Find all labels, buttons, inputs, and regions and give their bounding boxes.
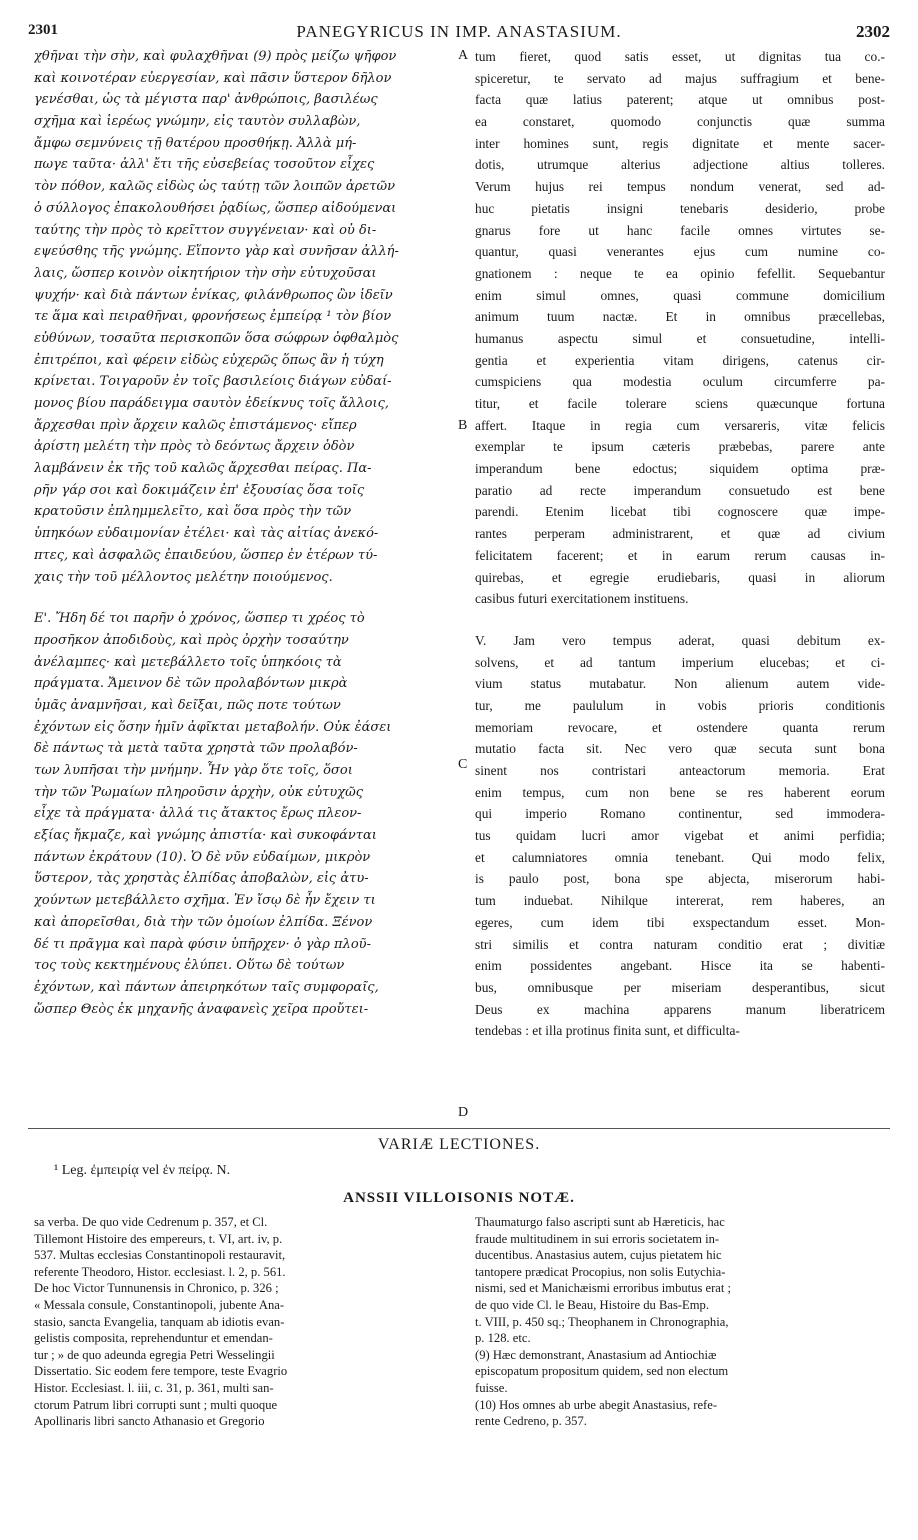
note-line: « Messala consule, Constantinopoli, jubente Ana-	[34, 1297, 285, 1312]
variae-lectiones-note: ¹ Leg. ἐμπειρίᾳ vel ἐν πείρᾳ. N.	[54, 1163, 231, 1178]
note-line: fuisse.	[475, 1380, 508, 1395]
greek-text-line: ὑμᾶς ἀναμνῆσαι, καὶ δεῖξαι, πῶς ποτε τούτων	[34, 697, 341, 713]
greek-text-column	[34, 46, 454, 1020]
note-line: ctorum Patrum libri corrupti sunt ; multi quoque	[34, 1397, 278, 1412]
greek-text-line: χαις τὴν τοῦ μέλλοντος μελέτην ποιούμενος.	[34, 569, 333, 585]
latin-text-line: rantes perperam administrarent, et quæ ad civium	[475, 526, 885, 542]
latin-text-line: vium status mutabatur. Non alienum autem vide-	[475, 676, 885, 692]
greek-text-line: πτες, καὶ ἀσφαλῶς ἐπαιδεύου, ὥσπερ ἐν ἑτέρων τύ-	[34, 547, 378, 563]
greek-text-line: προσῆκον ἀποδιδοὺς, καὶ πρὸς ὀρχὴν τοσαύτην	[34, 632, 349, 648]
latin-text-column	[475, 46, 885, 1042]
greek-text-line: εἶχε τὰ πράγματα· ἀλλά τις ἄτακτος ἔρως πλεον-	[34, 806, 362, 822]
greek-text-line: εψεύσθης τῆς γνώμης. Εἵποντο γὰρ καὶ συνῆσαν ἀλλή-	[34, 244, 399, 260]
greek-text-line: πράγματα. Ἄμεινον δὲ τῶν προλαβόντων μικρὰ	[34, 676, 348, 692]
latin-text-line: Deus ex machina apparens manum liberatricem	[475, 1001, 885, 1017]
greek-text-line: πάντων ἐκράτουν (10). Ὁ δὲ νῦν εὐδαίμων, μικρὸν	[34, 849, 371, 865]
latin-text-line: is paulo post, bona spe abjecta, miserorum habi-	[475, 871, 885, 887]
latin-text-line: et calumniatores omnia tenebant. Qui modo felix,	[475, 849, 885, 865]
note-line: tantopere prædicat Procopius, non solis Eutychia-	[475, 1264, 726, 1279]
note-line: t. VIII, p. 450 sq.; Theophanem in Chronographia,	[475, 1314, 729, 1329]
greek-text-line: ὕστερον, τὰς χρηστὰς ἐλπίδας ἀποβαλὼν, εἰς ἀτυ-	[34, 871, 369, 887]
greek-text-line: τε ἅμα καὶ πειραθῆναι, φρονήσεως ἐμπείρᾳ ¹ τὸν βίον	[34, 309, 392, 325]
latin-text-line: ea constaret, quomodo conjunctis quæ summa	[475, 114, 885, 130]
note-line: (9) Hæc demonstrant, Anastasium ad Antiochiæ	[475, 1347, 717, 1362]
greek-text-line: εξίας ἤκμαζε, καὶ γνώμης ἀπιστία· καὶ συκοφάνται	[34, 828, 377, 844]
latin-text-line: felicitatem facerent; et in earum rerum causas in-	[475, 547, 885, 563]
latin-text-line: cumspiciens qua modestia oculum circumferre pa-	[475, 374, 885, 390]
greek-text-line: ἄρχεσθαι πρὶν ἄρχειν καλῶς ἐπιστάμενος· εἴπερ	[34, 417, 357, 433]
greek-text-line: ἀρίστη μελέτη τὴν πρὸς τὸ δεόντως ἄρχειν ὁδὸν	[34, 439, 355, 455]
note-line: fraude multitudinem in sui erroris societatem in-	[475, 1231, 720, 1246]
greek-text-line: τὴν τῶν Ῥωμαίων πληροῦσιν ἀρχὴν, οὐκ εὐτυχῶς	[34, 784, 363, 800]
margin-marker-b: B	[458, 418, 468, 433]
latin-text-line: huc pietatis insigni tenebaris desiderio, probe	[475, 200, 885, 216]
running-title: PANEGYRICUS IN IMP. ANASTASIUM.	[296, 22, 622, 41]
note-line: Dissertatio. Sic eodem fere tempore, teste Evagrio	[34, 1364, 288, 1379]
latin-text-line: paratio ad recte imperandum consuetudo est bene	[475, 482, 885, 498]
greek-text-line: ὑπηκόων εὐδαιμονίαν ἐτέλει· καὶ τὰς αἰτίας ἀνεκό-	[34, 526, 379, 542]
latin-text-line: tum fieret, quod satis esset, ut dignitas tua co.-	[475, 49, 885, 64]
greek-text-line: κρίνεται. Τοιγαροῦν ἐν τοῖς βασιλείοις διάγων εὐδαί-	[34, 374, 392, 390]
margin-marker-a: A	[458, 48, 469, 63]
latin-text-line: qui imperio Romano continentur, sed immodera-	[475, 806, 885, 822]
latin-text-line: enim simul omnes, quasi commune domicilium	[475, 287, 885, 303]
note-line: Thaumaturgo falso ascripti sunt ab Hæreticis, hac	[475, 1215, 725, 1229]
greek-text-line: ἄμφω σεμνύνεις τῇ θατέρου προσθήκῃ. Ἀλλὰ μή-	[34, 135, 357, 151]
greek-text-line: ἐχόντων εἰς ὅσην ἡμῖν ἀφῖκται μεταβολήν. Οὐκ ἐάσει	[34, 719, 392, 735]
divider-rule	[28, 1128, 890, 1129]
latin-text-line: tendebas : et illa protinus finita sunt, et difficulta-	[475, 1023, 740, 1039]
latin-text-line: spiceretur, te servato ad majus suffragium et bene-	[475, 70, 885, 86]
page-header	[28, 14, 890, 46]
greek-text-line: δέ τι πρᾶγμα καὶ παρὰ φύσιν ὑπῆρχεν· ὁ γὰρ πλοῦ-	[34, 936, 371, 952]
page-number-left: 2301	[28, 22, 58, 38]
latin-text-line: gnationem : neque te ea opinio fefellit. Sequebantur	[475, 265, 885, 281]
note-line: rente Cedreno, p. 357.	[475, 1414, 587, 1429]
latin-text-line: memoriam revocare, et ostendere quanta rerum	[475, 719, 885, 735]
note-line: gelistis composita, reprehenduntur et emendan-	[34, 1331, 273, 1346]
greek-text-line: τος τοὺς κεκτημένους ἐλύπει. Οὕτω δὲ τούτων	[34, 958, 345, 974]
variae-lectiones-title: VARIÆ LECTIONES.	[377, 1136, 541, 1153]
greek-text-line: των λυπῆσαι τὴν μνήμην. Ἦν γὰρ ὅτε τοῖς, ὅσοι	[34, 763, 353, 778]
greek-text-line: δὲ πάντως τὰ μετὰ ταῦτα χρηστὰ τῶν προλαβόν-	[34, 741, 358, 757]
latin-text-line: gentia et experientia vitam dirigens, catenus cir-	[475, 352, 885, 368]
latin-text-line: Verum hujus rei tempus nondum venerat, sed ad-	[475, 179, 885, 195]
greek-text-line: σχῆμα καὶ ἱερέως γνώμην, εἰς ταυτὸν συλλαβὼν,	[34, 114, 361, 130]
note-line: sa verba. De quo vide Cedrenum p. 357, et Cl.	[34, 1215, 268, 1229]
latin-text-line: inter homines sunt, regis dignitate et mente sacer-	[475, 135, 885, 151]
greek-text-line: ψυχήν· καὶ διὰ πάντων ἐνίκας, φιλάνθρωπος ὢν ἰδεῖν	[34, 287, 393, 303]
latin-text-line: imperandum bene edoctus; siquidem optima præ-	[475, 461, 885, 477]
greek-text-line: Ε'. Ἤδη δέ τοι παρῆν ὁ χρόνος, ὥσπερ τι χρέος τὸ	[34, 611, 365, 627]
greek-text-line: γενέσθαι, ὡς τὰ μέγιστα παρ' ἀνθρώποις, βασιλέως	[34, 92, 378, 108]
greek-text-line: ὁ σύλλογος ἐπακολουθήσει ῥᾳδίως, ὥσπερ αἰδούμεναι	[34, 200, 397, 216]
notes-right-column	[475, 1214, 885, 1430]
latin-text-line: titur, et facile tolerare sciens quæcunque fortuna	[475, 396, 885, 411]
greek-text-line: χούντων μετεβάλλετο σχῆμα. Ἐν ἴσῳ δὲ ἦν ἔχειν τι	[34, 893, 376, 909]
notes-left-column	[34, 1214, 454, 1430]
latin-text-line: stri similis et contra naturam conditio erat ; divitiæ	[475, 936, 885, 952]
page-number-right: 2302	[856, 22, 890, 41]
note-line: Apollinaris libri sancto Athanasio et Gregorio	[34, 1414, 265, 1429]
note-line: referente Theodoro, Histor. ecclesiast. l. 2, p. 561.	[34, 1264, 286, 1279]
greek-text-line: ἐχόντων, καὶ πάντων ἀπειρηκότων ταῖς συμφοραῖς,	[34, 979, 379, 995]
greek-text-line: ταύτης τὴν πρὸς τὸ κρεῖττον συγγένειαν· καὶ οὐ δι-	[34, 222, 377, 238]
greek-text-line: λαις, ὥσπερ κοινὸν οἰκητήριον τὴν σὴν εὐτυχοῦσαι	[34, 265, 377, 281]
note-line: ducentibus. Anastasius autem, cujus pietatem hic	[475, 1248, 722, 1263]
margin-marker-d: D	[458, 1105, 469, 1120]
latin-text-line: enim tempus, cum non bene se res haberent eorum	[475, 784, 885, 800]
latin-text-line: tur, me paululum in vobis prioris conditionis	[475, 697, 885, 713]
greek-text-line: τὸν πόθον, καλῶς εἰδὼς ὡς ταύτῃ τῶν λοιπῶν ἀρετῶν	[34, 179, 395, 195]
greek-text-line: καὶ κοινοτέραν εὐεργεσίαν, καὶ πᾶσιν ὕστερον δῆλον	[34, 70, 392, 86]
greek-text-line: καὶ ἀπορεῖσθαι, διὰ τὴν τῶν ὁμοίων ἐλπίδα. Ξένον	[34, 914, 373, 930]
latin-text-line: quirebas, et egregie erudiebaris, quasi in aliorum	[475, 569, 885, 585]
note-line: nismi, sed et Manichæismi erroribus imbutus erat ;	[475, 1281, 732, 1296]
greek-text-line: ὥσπερ Θεὸς ἐκ μηχανῆς ἀναφανεὶς χεῖρα προὔτει-	[34, 1001, 369, 1017]
greek-text-line: εὐθύνων, τοσαῦτα περισκοπῶν ὅσα σώφρων ὀφθαλμὸς	[34, 330, 399, 346]
greek-text-line: λαμβάνειν ἐκ τῆς τοῦ καλῶς ἄρχεσθαι πείρας. Πα-	[34, 461, 372, 477]
note-line: De hoc Victor Tunnunensis in Chronico, p. 326 ;	[34, 1281, 279, 1296]
latin-text-line: exemplar te ipsum cæteris præbebas, parere ante	[475, 439, 885, 455]
latin-text-line: enim possidentes angebant. Hisce ita se habenti-	[475, 958, 885, 974]
note-line: Histor. Ecclesiast. l. iii, c. 31, p. 361, multi san-	[34, 1380, 274, 1395]
latin-text-line: solvens, et ad tantum imperium elucebas; et ci-	[475, 654, 885, 670]
latin-text-line: tus quidam lucri amor vigebat et animi perfidia;	[475, 828, 885, 844]
latin-text-line: casibus futuri exercitationem instituens.	[475, 591, 689, 607]
latin-text-line: parendi. Etenim licebat tibi cognoscere quæ impe-	[475, 504, 885, 520]
latin-text-line: V. Jam vero tempus aderat, quasi debitum ex-	[475, 632, 885, 648]
greek-text-line: ἀνέλαμπες· καὶ μετεβάλλετο τοῖς ὑπηκόοις τὰ	[34, 654, 342, 670]
latin-text-line: humanus aspectu simul et consuetudine, intelli-	[475, 330, 885, 346]
note-line: p. 128. etc.	[475, 1331, 531, 1346]
latin-text-line: egeres, cum idem tibi exspectandum esset. Mon-	[475, 914, 885, 930]
note-line: episcopatum propositum quidem, sed non electum	[475, 1364, 729, 1379]
greek-text-line: μονος βίου παράδειγμα σαυτὸν ἐδείκνυς τοῖς ἄλλοις,	[34, 396, 390, 411]
note-line: 537. Multas ecclesias Constantinopoli restauravit,	[34, 1248, 286, 1263]
note-line: de quo vide Cl. le Beau, Histoire du Bas-Emp.	[475, 1297, 709, 1312]
latin-text-line: quantur, quasi venerantes ejus cum numine co-	[475, 244, 885, 260]
latin-text-line: facta quæ latius paterent; atque ut omnibus post-	[475, 92, 885, 108]
note-line: stasio, sancta Evangelia, tanquam ab idiotis evan-	[34, 1314, 285, 1329]
margin-marker-c: C	[458, 757, 468, 772]
notes-title: ANSSII VILLOISONIS NOTÆ.	[343, 1190, 575, 1206]
latin-text-line: animum tuum nactæ. Et in omnibus præcellebas,	[475, 309, 885, 325]
latin-text-line: bus, omnibusque per miseriam desperantibus, sicut	[475, 979, 885, 995]
greek-text-line: ἐπιτρέποι, καὶ φέρειν εἰδὼς εὐχερῶς ὅπως ἂν ἡ τύχη	[34, 352, 384, 368]
note-line: (10) Hos omnes ab urbe abegit Anastasius, refe-	[475, 1397, 718, 1412]
latin-text-line: tum induebat. Nihilque intererat, rem haberes, an	[475, 893, 885, 909]
latin-text-line: dotis, utrumque alterius adjectione altius tolleres.	[475, 157, 885, 173]
greek-text-line: κρατοῦσιν ἐπλημμελεῖτο, καὶ ὅσα πρὸς τὴν τῶν	[34, 504, 352, 520]
greek-text-line: χθῆναι τὴν σὴν, καὶ φυλαχθῆναι (9) πρὸς μείζω ψῆφον	[34, 49, 397, 64]
greek-text-line: πωγε ταῦτα· ἀλλ' ἔτι τῆς εὐσεβείας τοσοῦτον εἶχες	[34, 157, 375, 173]
greek-text-line: ρῆν γάρ σοι καὶ δοκιμάζειν ἐπ' ἐξουσίας ὅσα τοῖς	[34, 482, 365, 498]
latin-text-line: mutatio facta sit. Nec vero quæ secuta sunt bona	[475, 741, 885, 757]
latin-text-line: sinent nos contristari anteactorum memoria. Erat	[475, 763, 885, 778]
note-line: Tillemont Histoire des empereurs, t. VI, art. iv, p.	[34, 1231, 283, 1246]
note-line: tur ; » de quo adeunda egregia Petri Wesselingii	[34, 1347, 275, 1362]
latin-text-line: gnarus fore ut hanc facile omnes virtutes se-	[475, 222, 885, 238]
latin-text-line: affert. Itaque in regia cum versareris, vitæ felicis	[475, 417, 885, 433]
